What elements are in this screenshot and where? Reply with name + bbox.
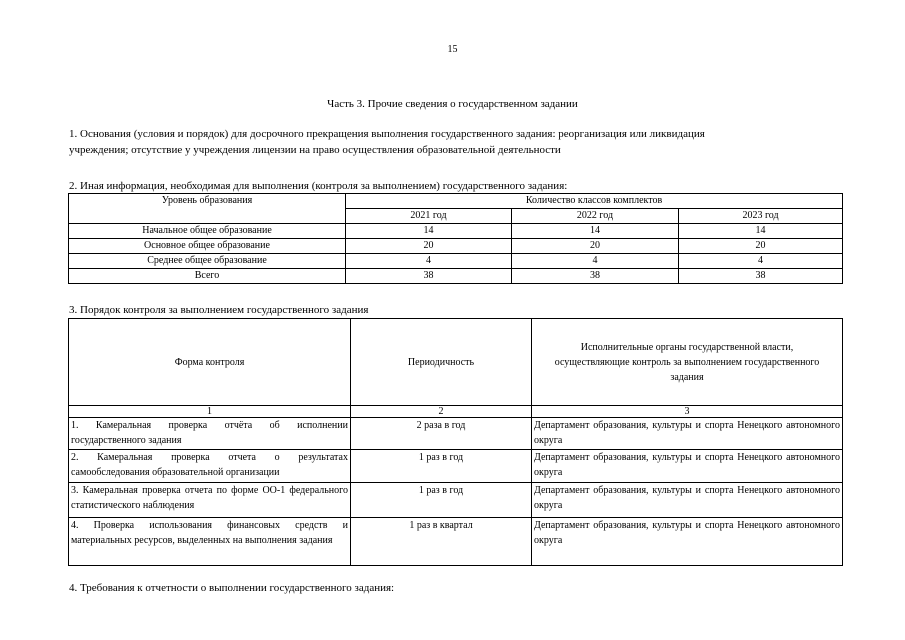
column-number: 2 [351,406,532,418]
row-level: Среднее общее образование [69,254,346,269]
section-3-title: 3. Порядок контроля за выполнением государственного задания [69,304,369,316]
row-control-form: 3. Камеральная проверка отчета по форме ОО-1 федерального статистического наблюдения [69,483,351,518]
row-periodicity: 2 раза в год [351,418,532,450]
row-control-form: 1. Камеральная проверка отчёта об исполнении государственного задания [69,418,351,450]
row-value: 20 [512,239,679,254]
header-education-level: Уровень образования [69,194,346,224]
section-4-title: 4. Требования к отчетности о выполнении государственного задания: [69,582,395,594]
column-number: 3 [532,406,843,418]
table-row [69,239,843,254]
row-value: 4 [346,254,512,269]
row-value: 20 [346,239,512,254]
row-value: 14 [512,224,679,239]
class-count-table [68,193,843,284]
table-header-row [69,194,843,209]
header-control-form: Форма контроля [69,319,351,406]
header-year: 2023 год [679,209,843,224]
header-year: 2022 год [512,209,679,224]
row-periodicity: 1 раз в год [351,450,532,483]
row-level: Основное общее образование [69,239,346,254]
header-executive-bodies: Исполнительные органы государственной власти, осуществляющие контроль за выполнением государственного задания [532,319,843,406]
part-title: Часть 3. Прочие сведения о государственном задании [327,98,578,110]
table-number-row [69,406,843,418]
row-control-form: 4. Проверка использования финансовых средств и материальных ресурсов, выделенных на выполнения задания [69,518,351,566]
table-row [69,418,843,450]
row-executive-body: Департамент образования, культуры и спорта Ненецкого автономного округа [532,483,843,518]
table-header-row [69,319,843,406]
table-row-total [69,269,843,284]
section-1-line-1: 1. Основания (условия и порядок) для досрочного прекращения выполнения государственного задания: реорганизация или ликвидация [69,128,705,140]
row-executive-body: Департамент образования, культуры и спорта Ненецкого автономного округа [532,518,843,566]
row-periodicity: 1 раз в квартал [351,518,532,566]
row-level: Начальное общее образование [69,224,346,239]
header-periodicity: Периодичность [351,319,532,406]
row-level: Всего [69,269,346,284]
section-2-title: 2. Иная информация, необходимая для выполнения (контроля за выполнением) государственного задания: [69,180,568,192]
header-year: 2021 год [346,209,512,224]
table-row [69,483,843,518]
section-1-line-2: учреждения; отсутствие у учреждения лицензии на право осуществления образовательной деятельности [69,144,561,156]
table-row [69,224,843,239]
row-value: 14 [346,224,512,239]
row-executive-body: Департамент образования, культуры и спорта Ненецкого автономного округа [532,418,843,450]
row-periodicity: 1 раз в год [351,483,532,518]
row-value: 38 [679,269,843,284]
row-value: 4 [679,254,843,269]
row-value: 38 [346,269,512,284]
table-row [69,450,843,483]
table-row [69,254,843,269]
row-executive-body: Департамент образования, культуры и спорта Ненецкого автономного округа [532,450,843,483]
page-number: 15 [447,44,458,55]
header-class-count: Количество классов комплектов [346,194,843,209]
row-control-form: 2. Камеральная проверка отчета о результатах самообследования образовательной организации [69,450,351,483]
row-value: 38 [512,269,679,284]
table-row [69,518,843,566]
control-procedure-table [68,318,843,566]
column-number: 1 [69,406,351,418]
row-value: 14 [679,224,843,239]
row-value: 20 [679,239,843,254]
row-value: 4 [512,254,679,269]
section-1 [69,126,849,158]
